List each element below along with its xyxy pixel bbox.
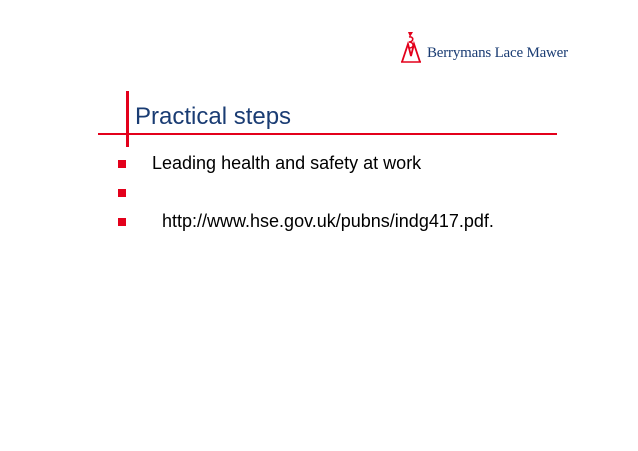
square-bullet-icon — [118, 218, 126, 226]
title-accent-vertical-rule — [126, 91, 129, 147]
brand-logo — [399, 30, 568, 64]
bullet-item — [118, 207, 494, 236]
bullet-url-text: http://www.hse.gov.uk/pubns/indg417.pdf. — [162, 211, 494, 231]
square-bullet-icon — [118, 189, 126, 197]
bullet-list — [118, 149, 494, 236]
bullet-item — [118, 178, 494, 207]
brand-name: Berrymans Lace Mawer — [427, 45, 568, 61]
bullet-text: Leading health and safety at work — [152, 153, 422, 173]
bullet-item — [118, 149, 494, 178]
blm-monogram-icon — [399, 30, 423, 64]
title-accent-horizontal-rule — [98, 133, 557, 135]
slide-title: Practical steps — [135, 103, 292, 130]
square-bullet-icon — [118, 160, 126, 168]
